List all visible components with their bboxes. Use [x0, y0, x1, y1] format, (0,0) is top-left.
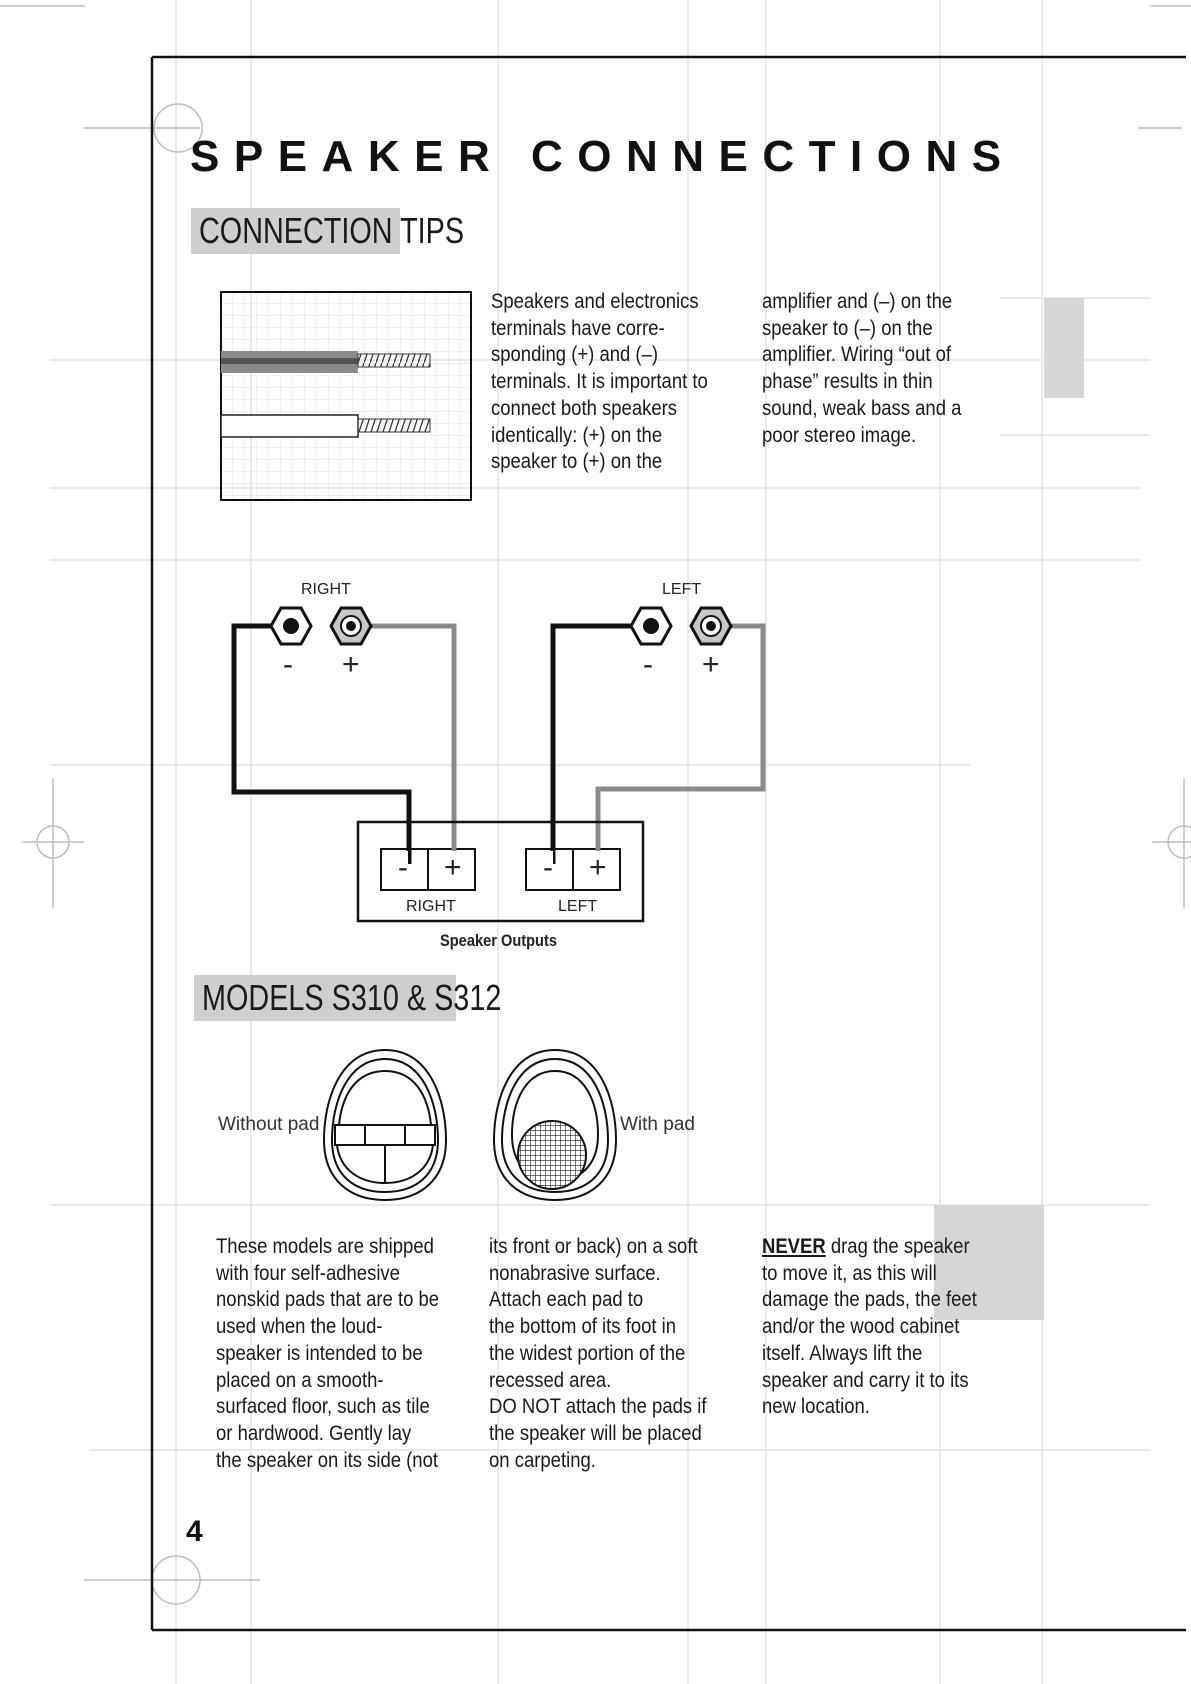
text-line: on carpeting.	[489, 1447, 596, 1472]
text-line: placed on a smooth-	[216, 1367, 384, 1392]
right-speaker-negative-terminal	[271, 608, 311, 644]
models-column-1	[216, 1233, 475, 1473]
never-emphasis: NEVER	[762, 1234, 826, 1258]
left-minus-sign: -	[643, 648, 653, 681]
text-line: with four self-adhesive	[216, 1260, 400, 1285]
connection-tips-column-2	[762, 288, 994, 448]
bare-wire-strands	[358, 419, 430, 432]
text-line: recessed area.	[489, 1367, 612, 1392]
right-minus-sign: -	[283, 648, 293, 681]
text-line: speaker to (–) on the	[762, 315, 933, 340]
left-positive-wire	[598, 626, 763, 860]
text-line	[762, 1233, 977, 1260]
left-output-label: LEFT	[558, 898, 598, 915]
speaker-outputs-caption: Speaker Outputs	[440, 931, 558, 950]
text-line: used when the loud-	[216, 1314, 383, 1339]
right-speaker-positive-terminal	[331, 608, 371, 644]
models-column-2	[489, 1233, 742, 1473]
text-line: new location.	[762, 1394, 870, 1419]
text-line: the widest portion of the	[489, 1340, 686, 1365]
text-line: speaker and carry it to its	[762, 1367, 969, 1392]
left-speaker-label: LEFT	[662, 581, 702, 598]
foot-without-pad-illustration	[320, 1045, 450, 1205]
left-speaker-positive-terminal	[691, 608, 731, 644]
text-line: surfaced floor, such as tile	[216, 1394, 430, 1419]
text-line: amplifier. Wiring “out of	[762, 342, 952, 367]
left-plus-sign: +	[702, 648, 720, 681]
text-line: connect both speakers	[491, 395, 678, 420]
text-line: sound, weak bass and a	[762, 395, 962, 420]
right-speaker-label: RIGHT	[301, 581, 351, 598]
text-line: speaker to (+) on the	[491, 449, 663, 474]
text-line: terminals have corre-	[491, 315, 665, 340]
right-plus-sign: +	[342, 648, 360, 681]
page-title: SPEAKER CONNECTIONS	[190, 132, 1016, 181]
text-line: its front or back) on a soft	[489, 1234, 698, 1258]
text-line: the speaker will be placed	[489, 1420, 702, 1445]
text-line: nonskid pads that are to be	[216, 1287, 440, 1312]
side-tab-upper	[1044, 298, 1084, 398]
right-output-plus: +	[444, 851, 462, 884]
page-number: 4	[186, 1515, 203, 1548]
left-output-minus: -	[543, 851, 553, 884]
right-negative-wire	[234, 626, 409, 860]
text-line: itself. Always lift the	[762, 1340, 923, 1365]
text-line: or hardwood. Gently lay	[216, 1420, 412, 1445]
connection-tips-column-1	[491, 288, 743, 475]
models-heading: MODELS S310 & S312	[194, 975, 456, 1021]
text-line: Attach each pad to	[489, 1287, 644, 1312]
models-column-3	[762, 1233, 1012, 1420]
text-line: the speaker on its side (not	[216, 1447, 439, 1472]
right-output-minus: -	[398, 851, 408, 884]
text-line: poor stereo image.	[762, 422, 917, 447]
white-wire-insulation	[221, 415, 358, 437]
text-line: speaker is intended to be	[216, 1340, 423, 1365]
with-pad-label: With pad	[620, 1114, 695, 1135]
text-line: damage the pads, the feet	[762, 1287, 977, 1312]
text-fragment: drag the speaker	[825, 1234, 970, 1258]
foot-with-pad-illustration	[490, 1045, 620, 1205]
left-speaker-negative-terminal	[631, 608, 671, 644]
text-line: Speakers and electronics	[491, 289, 699, 313]
text-line: terminals. It is important to	[491, 369, 708, 394]
left-negative-wire	[553, 626, 651, 860]
text-line: These models are shipped	[216, 1234, 434, 1258]
left-output-plus: +	[589, 851, 607, 884]
text-line: DO NOT attach the pads if	[489, 1394, 707, 1419]
text-line: amplifier and (–) on the	[762, 289, 953, 313]
text-line: identically: (+) on the	[491, 422, 663, 447]
text-line: phase” results in thin	[762, 369, 933, 394]
bare-wire-strands	[358, 354, 430, 367]
text-line: the bottom of its foot in	[489, 1314, 677, 1339]
text-line: and/or the wood cabinet	[762, 1314, 960, 1339]
right-output-label: RIGHT	[406, 898, 456, 915]
text-line: sponding (+) and (–)	[491, 342, 659, 367]
text-line: nonabrasive surface.	[489, 1260, 661, 1285]
wiring-diagram	[220, 600, 780, 930]
connection-tips-heading: CONNECTION TIPS	[191, 208, 400, 254]
without-pad-label: Without pad	[218, 1114, 320, 1135]
text-line: to move it, as this will	[762, 1260, 937, 1285]
right-positive-wire	[351, 626, 454, 860]
wire-illustration	[220, 291, 474, 503]
